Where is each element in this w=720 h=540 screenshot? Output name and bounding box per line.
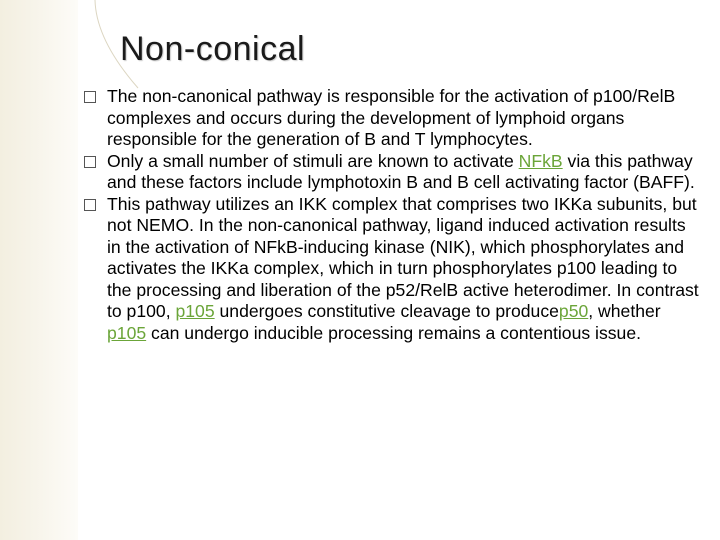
decorative-corner-curve bbox=[0, 0, 140, 90]
bullet-item-2 bbox=[84, 151, 704, 194]
p105-link[interactable]: p105 bbox=[175, 301, 215, 321]
nfkb-link[interactable]: NFkB bbox=[518, 150, 563, 171]
bullet-box-icon bbox=[84, 91, 96, 103]
bullet-text: can undergo inducible processing remains a contentious issue. bbox=[146, 322, 642, 343]
bullet-text: via this pathway and these factors include lymphotoxin B and B cell activating factor (BAFF). bbox=[107, 150, 695, 192]
p105-link[interactable]: p105 bbox=[107, 322, 147, 343]
bullet-text: This pathway utilizes an IKK complex that comprises two IKKa subunits, but not NEMO. In the non-canonical pathway, ligand induced activation results in the activation of NFkB-inducing kinase (NIK), which phosphorylates and activates the IKKa complex, which in turn phosphorylates p100 leading to the processing and liberation of the p52/RelB active heterodimer. In contrast to p100, bbox=[107, 193, 699, 321]
bullet-item-3 bbox=[84, 194, 704, 345]
slide-title: Non-conical bbox=[120, 30, 306, 68]
bullet-text: The non-canonical pathway is responsible for the activation of p100/RelB complexes and occurs during the development of lymphoid organs responsible for the generation of B and T lymphocytes. bbox=[107, 86, 676, 149]
bullet-text: , whether bbox=[588, 301, 661, 321]
p50-link[interactable]: p50 bbox=[558, 301, 589, 321]
bullet-text: Only a small number of stimuli are known to activate bbox=[107, 150, 519, 171]
bullet-item-1 bbox=[84, 86, 704, 151]
bullet-text: undergoes constitutive cleavage to produce bbox=[214, 301, 559, 321]
bullet-box-icon bbox=[84, 199, 96, 211]
bullet-box-icon bbox=[84, 156, 96, 168]
slide-body bbox=[84, 86, 704, 344]
